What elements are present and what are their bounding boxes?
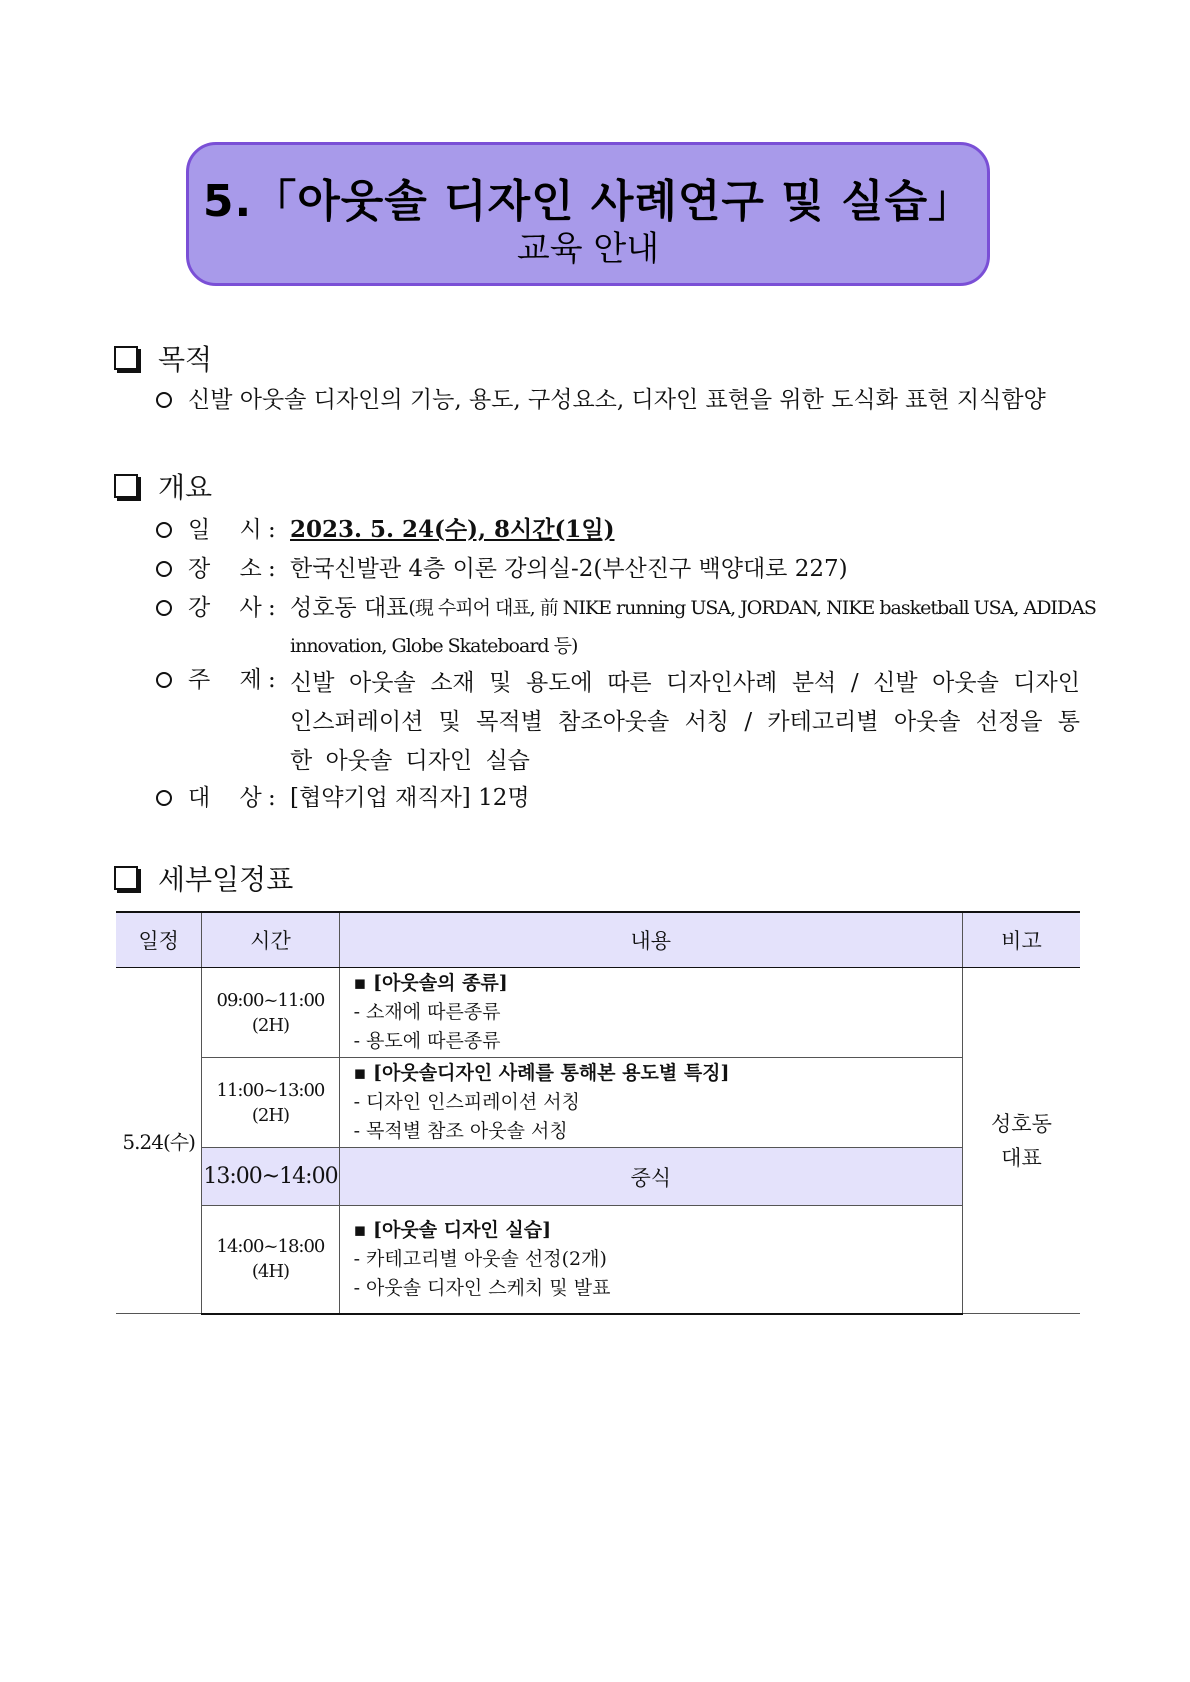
- colon: :: [268, 595, 276, 621]
- duration: (4H): [251, 1261, 290, 1283]
- header-time: 시간: [202, 912, 339, 968]
- time: 09:00~11:00: [216, 989, 325, 1011]
- section-purpose: [114, 338, 212, 378]
- instructor-detail: (現 수피어 대표, 前 NIKE running USA, JORDAN, NIKE basketball USA, ADIDAS: [408, 597, 1096, 619]
- checkbox-square-icon: [114, 346, 138, 370]
- bullet-circle-icon: [156, 600, 172, 616]
- content-item: - 아웃솔 디자인 스케치 및 발표: [353, 1276, 611, 1299]
- section-overview: [114, 466, 212, 506]
- content-cell: [339, 1058, 962, 1148]
- content-item: - 디자인 인스피레이션 서칭: [353, 1091, 580, 1113]
- header-date: 일정: [116, 912, 202, 968]
- content-head: ▪ [아웃솔디자인 사례를 통해본 용도별 특징]: [353, 1062, 730, 1084]
- time: 11:00~13:00: [216, 1079, 325, 1101]
- topic-value: 신발 아웃솔 소재 및 용도에 따른 디자인사례 분석 / 신발 아웃솔 디자인 인스퍼레이션 및 목적별 참조아웃솔 서칭 / 카테고리별 아웃솔 선정을 통한 아웃솔 디자인 실습: [290, 670, 1080, 774]
- overview-date: [156, 514, 614, 546]
- instructor-label: 강 사: [188, 595, 262, 621]
- section-schedule: [114, 858, 293, 898]
- instructor-value: 성호동 대표: [290, 595, 409, 621]
- date-label: 일 시: [188, 517, 262, 543]
- instructor-detail-cont: [290, 630, 577, 662]
- table-row: [116, 1206, 1080, 1314]
- table-row: [116, 1058, 1080, 1148]
- purpose-item: [156, 384, 1046, 416]
- colon: :: [268, 556, 276, 582]
- header-content: 내용: [339, 912, 962, 968]
- table-row: [116, 968, 1080, 1058]
- note-cell: [962, 968, 1080, 1314]
- bullet-circle-icon: [156, 522, 172, 538]
- overview-topic: [156, 664, 1080, 781]
- content-item: - 목적별 참조 아웃솔 서칭: [353, 1120, 568, 1142]
- section-title: 목적: [158, 343, 213, 376]
- topic-label: 주 제: [188, 667, 262, 693]
- lunch-time: 13:00~14:00: [202, 1148, 339, 1206]
- content-item: - 용도에 따른종류: [353, 1030, 501, 1052]
- purpose-text: 신발 아웃솔 디자인의 기능, 용도, 구성요소, 디자인 표현을 위한 도식화 표현 지식함양: [188, 387, 1046, 413]
- bullet-circle-icon: [156, 672, 172, 688]
- bullet-circle-icon: [156, 790, 172, 806]
- bullet-circle-icon: [156, 561, 172, 577]
- lunch-row: [116, 1148, 1080, 1206]
- note-title: 대표: [1001, 1145, 1042, 1170]
- page-subtitle: 교육 안내: [516, 229, 660, 269]
- target-label: 대 상: [188, 785, 262, 811]
- content-cell: [339, 1206, 962, 1314]
- content-item: - 카테고리별 아웃솔 선정(2개): [353, 1247, 607, 1270]
- place-label: 장 소: [188, 556, 262, 582]
- time-cell: [202, 968, 339, 1058]
- content-head: ▪ [아웃솔 디자인 실습]: [353, 1218, 552, 1241]
- date-cell: 5.24(수): [116, 968, 202, 1314]
- instructor-detail2: innovation, Globe Skateboard 등): [290, 635, 578, 657]
- colon: :: [268, 785, 276, 811]
- schedule-table: [116, 911, 1080, 1315]
- target-value: [협약기업 재직자] 12명: [290, 785, 530, 811]
- colon: :: [268, 667, 276, 693]
- content-cell: [339, 968, 962, 1058]
- title-box: [186, 142, 990, 286]
- checkbox-square-icon: [114, 866, 138, 890]
- overview-target: [156, 782, 530, 814]
- header-note: 비고: [962, 912, 1080, 968]
- overview-instructor: [156, 592, 1096, 624]
- checkbox-square-icon: [114, 474, 138, 498]
- content-item: - 소재에 따른종류: [353, 1001, 501, 1023]
- duration: (2H): [251, 1014, 290, 1036]
- time-cell: [202, 1206, 339, 1314]
- note-name: 성호동: [991, 1111, 1052, 1136]
- section-title: 개요: [158, 471, 213, 504]
- section-title: 세부일정표: [158, 863, 294, 896]
- duration: (2H): [251, 1104, 290, 1126]
- date-value: 2023. 5. 24(수), 8시간(1일): [290, 516, 615, 543]
- content-head: ▪ [아웃솔의 종류]: [353, 972, 508, 994]
- time-cell: [202, 1058, 339, 1148]
- overview-place: [156, 553, 848, 585]
- time: 14:00~18:00: [216, 1236, 325, 1258]
- page-title: 5.「아웃솔 디자인 사례연구 및 실습」: [202, 176, 974, 227]
- lunch-label: 중식: [339, 1148, 962, 1206]
- table-header-row: [116, 912, 1080, 968]
- bullet-circle-icon: [156, 392, 172, 408]
- place-value: 한국신발관 4층 이론 강의실-2(부산진구 백양대로 227): [290, 556, 848, 582]
- colon: :: [268, 517, 276, 543]
